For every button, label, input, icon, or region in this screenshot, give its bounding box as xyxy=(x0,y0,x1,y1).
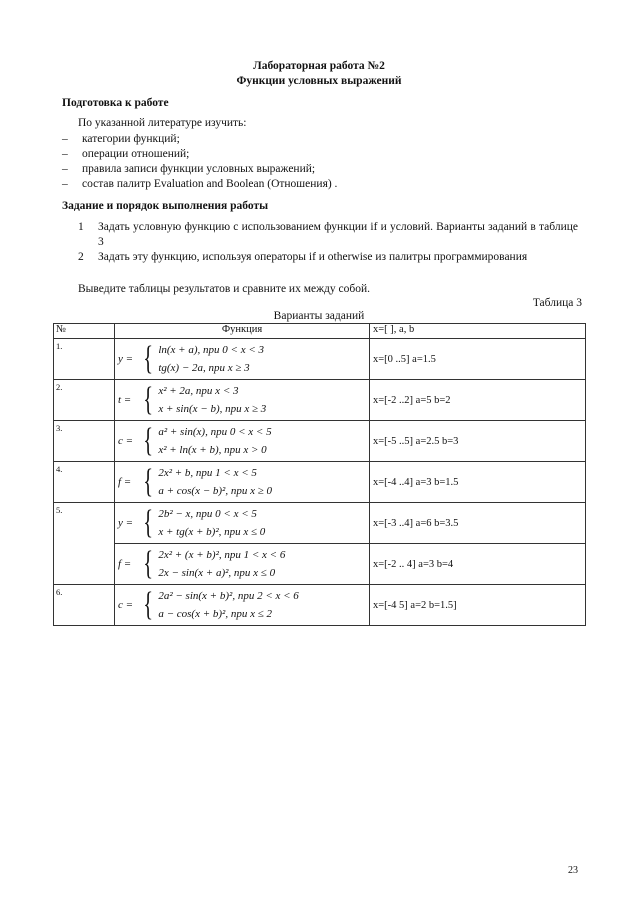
brace-symbol: { xyxy=(143,422,154,459)
brace-symbol: { xyxy=(143,463,154,500)
row-number: 6. xyxy=(54,585,115,626)
prep-heading: Подготовка к работе xyxy=(62,97,169,109)
case-2: a + cos(x − b)², при x ≥ 0 xyxy=(158,485,273,497)
table-row xyxy=(54,503,586,544)
function-lhs: f = xyxy=(118,558,132,570)
case-1: a² + sin(x), при 0 < x < 5 xyxy=(158,426,272,438)
function-cell xyxy=(115,462,370,503)
row-number: 3. xyxy=(54,421,115,462)
task-text: Задать условную функцию с использованием функции if и условий. Варианты заданий в таблице 3 xyxy=(98,221,578,248)
function-cell xyxy=(115,421,370,462)
task-list xyxy=(78,220,578,265)
page-number: 23 xyxy=(568,865,578,876)
function-lhs: f = xyxy=(118,476,132,488)
col-header-function: Функция xyxy=(115,324,370,339)
brace-symbol: { xyxy=(143,340,154,377)
case-2: x + sin(x − b), при x ≥ 3 xyxy=(158,403,267,415)
prep-list xyxy=(62,132,582,192)
task-number: 1 xyxy=(78,221,84,233)
function-cell xyxy=(115,503,370,544)
brace-symbol: { xyxy=(143,545,154,582)
case-2: x² + ln(x + b), при x > 0 xyxy=(158,444,267,456)
range-cell: x=[-4 5] a=2 b=1.5] xyxy=(370,585,586,626)
case-2: 2x − sin(x + a)², при x ≤ 0 xyxy=(158,567,276,579)
row-number: 4. xyxy=(54,462,115,503)
task-footer: Выведите таблицы результатов и сравните их между собой. xyxy=(78,283,370,295)
function-cell xyxy=(115,544,370,585)
case-2: tg(x) − 2a, при x ≥ 3 xyxy=(158,362,250,374)
range-cell: x=[-2 ..2] a=5 b=2 xyxy=(370,380,586,421)
function-lhs: c = xyxy=(118,599,134,611)
brace-symbol: { xyxy=(143,381,154,418)
doc-subtitle: Функции условных выражений xyxy=(236,75,402,87)
case-1: 2x² + b, при 1 < x < 5 xyxy=(158,467,257,479)
table-row xyxy=(54,339,586,380)
task-text: Задать эту функцию, используя операторы if и otherwise из палитры программирования xyxy=(98,251,528,263)
function-lhs: t = xyxy=(118,394,132,406)
function-lhs: y = xyxy=(118,517,134,529)
function-lhs: y = xyxy=(118,353,134,365)
function-lhs: c = xyxy=(118,435,134,447)
range-cell: x=[-2 .. 4] a=3 b=4 xyxy=(370,544,586,585)
function-cell xyxy=(115,339,370,380)
case-1: ln(x + a), при 0 < x < 3 xyxy=(158,344,264,356)
list-item: – операции отношений; xyxy=(62,147,582,162)
list-item: – правила записи функции условных выражений; xyxy=(62,162,582,177)
col-header-range: x=[ ], a, b xyxy=(370,324,586,339)
row-number: 2. xyxy=(54,380,115,421)
prep-intro: По указанной литературе изучить: xyxy=(78,117,247,129)
table-row xyxy=(54,421,586,462)
case-1: 2b² − x, при 0 < x < 5 xyxy=(158,508,257,520)
range-cell: x=[-4 ..4] a=3 b=1.5 xyxy=(370,462,586,503)
case-1: 2x² + (x + b)², при 1 < x < 6 xyxy=(158,549,286,561)
table-row xyxy=(54,585,586,626)
brace-symbol: { xyxy=(143,586,154,623)
case-2: a − cos(x + b)², при x ≤ 2 xyxy=(158,608,273,620)
table-label: Таблица 3 xyxy=(532,297,582,309)
list-item: – состав палитр Evaluation and Boolean (Отношения) . xyxy=(62,177,582,192)
table-row xyxy=(54,380,586,421)
list-item xyxy=(78,250,578,265)
task-heading: Задание и порядок выполнения работы xyxy=(62,200,269,212)
function-cell xyxy=(115,585,370,626)
doc-title: Лабораторная работа №2 xyxy=(253,60,385,72)
task-number: 2 xyxy=(78,251,84,263)
table-row xyxy=(54,544,586,585)
case-2: x + tg(x + b)², при x ≤ 0 xyxy=(158,526,266,538)
col-header-number: № xyxy=(54,324,115,339)
range-cell: x=[-5 ..5] a=2.5 b=3 xyxy=(370,421,586,462)
table-caption: Варианты заданий xyxy=(273,310,365,322)
table-header-row xyxy=(54,324,586,339)
case-1: x² + 2a, при x < 3 xyxy=(158,385,239,397)
table-row xyxy=(54,462,586,503)
list-item xyxy=(78,220,578,250)
range-cell: x=[-3 ..4] a=6 b=3.5 xyxy=(370,503,586,544)
list-item: – категории функций; xyxy=(62,132,582,147)
row-number: 1. xyxy=(54,339,115,380)
function-cell xyxy=(115,380,370,421)
range-cell: x=[0 ..5] a=1.5 xyxy=(370,339,586,380)
row-number: 5. xyxy=(54,503,115,585)
variants-table xyxy=(53,323,586,626)
case-1: 2a² − sin(x + b)², при 2 < x < 6 xyxy=(158,590,299,602)
brace-symbol: { xyxy=(143,504,154,541)
